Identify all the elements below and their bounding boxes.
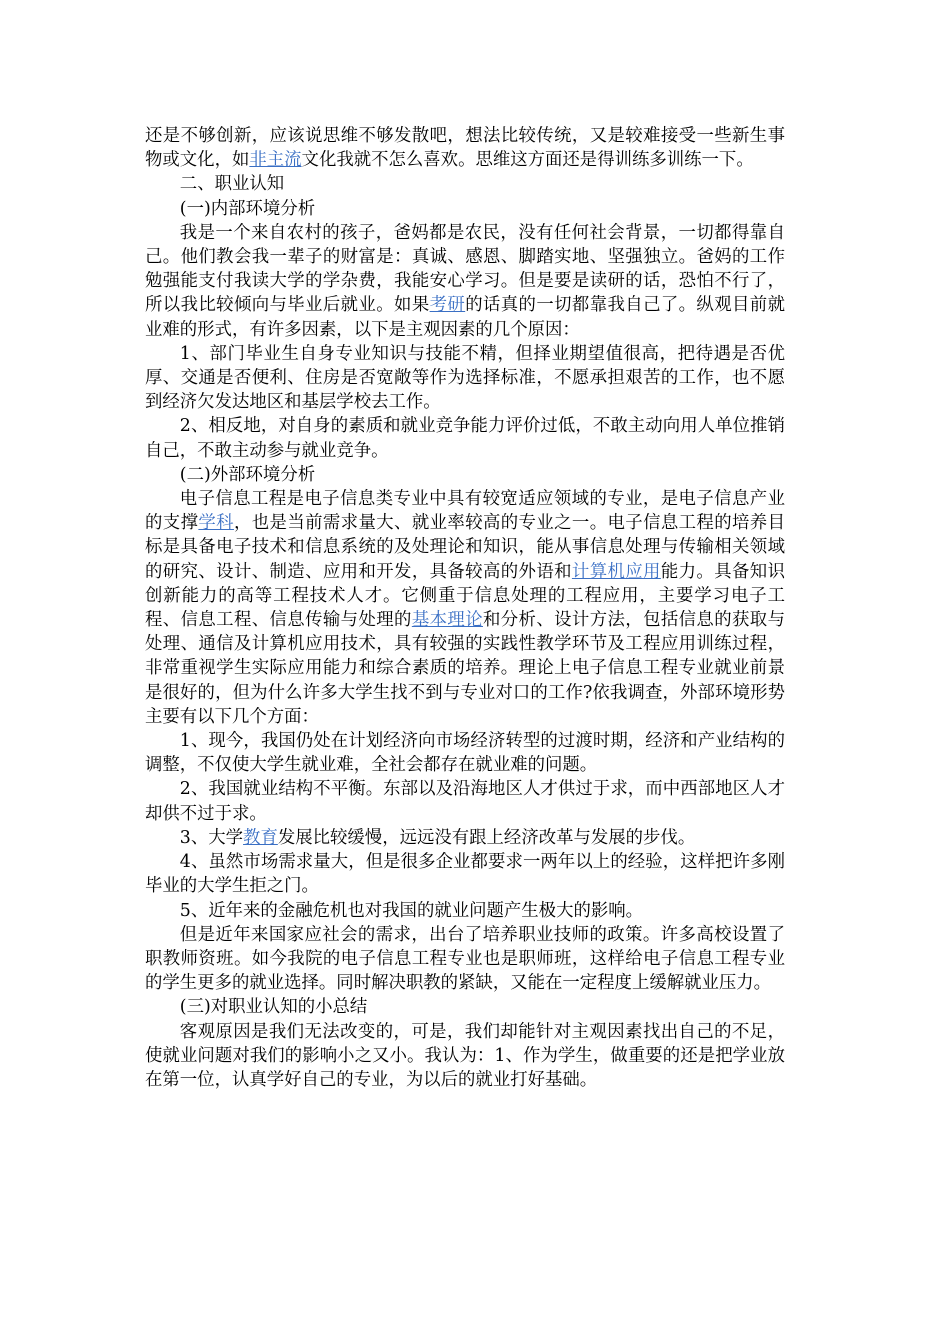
text-run: 二、职业认知 bbox=[179, 174, 285, 195]
hyperlink[interactable]: 学科 bbox=[198, 513, 234, 534]
paragraph bbox=[145, 729, 785, 777]
text-run: 1、部门毕业生自身专业知识与技能不精，但择业期望值很高，把待遇是否优厚、交通是否便利、住房是否宽敞等作为选择标准，不愿承担艰苦的工作，也不愿到经济欠发达地区和基层学校去工作。 bbox=[145, 343, 785, 413]
paragraph bbox=[145, 850, 785, 898]
paragraph bbox=[145, 487, 785, 729]
text-run: ，也是当前需求量大、就业率较高的专业之一。电子信息工程的培养目标是具备电子技术和信息系统的及处理论和知识，能从事信息处理与传输相关领域的研究、设计、制造、应用和开发，具备较高的外语和 bbox=[145, 513, 785, 582]
paragraph bbox=[145, 221, 785, 342]
text-run: 文化我就不怎么喜欢。思维这方面还是得训练多训练一下。 bbox=[301, 150, 754, 171]
text-run: 的话真的一切都靠我自己了。纵观目前就业难的形式，有许多因素，以下是主观因素的几个原因： bbox=[145, 295, 785, 340]
paragraph bbox=[145, 777, 785, 825]
text-run: 3、大学 bbox=[179, 827, 244, 848]
text-run: 发展比较缓慢，远远没有跟上经济改革与发展的步伐。 bbox=[277, 827, 696, 848]
text-run: 我是一个来自农村的孩子，爸妈都是农民，没有任何社会背景，一切都得靠自己。他们教会我一辈子的财富是：真诚、感恩、脚踏实地、坚强独立。爸妈的工作勉强能支付我读大学的学杂费，我能安心学习。但是要是读研的话，恐怕不行了，所以我比较倾向与毕业后就业。如果 bbox=[145, 222, 785, 316]
text-run: (三)对职业认知的小总结 bbox=[179, 997, 368, 1018]
paragraph bbox=[145, 923, 785, 996]
hyperlink[interactable]: 计算机应用 bbox=[571, 561, 661, 582]
text-run: 1、现今，我国仍处在计划经济向市场经济转型的过渡时期，经济和产业结构的调整，不仅使大学生就业难，全社会都存在就业难的问题。 bbox=[145, 731, 785, 776]
text-run: 5、近年来的金融危机也对我国的就业问题产生极大的影响。 bbox=[179, 900, 644, 921]
paragraph bbox=[145, 1020, 785, 1093]
text-run: 电子信息工程是电子信息类专业中具有较宽适应领域的专业，是电子信息产业的支撑 bbox=[145, 489, 785, 534]
document-body bbox=[145, 124, 785, 1092]
text-run: 能力。具备知识创新能力的高等工程技术人才。它侧重于信息处理的工程应用，主要学习电子工程、信息工程、信息传输与处理的 bbox=[145, 561, 785, 631]
section-heading bbox=[145, 197, 785, 221]
section-heading bbox=[145, 995, 785, 1019]
text-run: 还是不够创新，应该说思维不够发散吧，想法比较传统，又是较难接受一些新生事物或文化，如 bbox=[145, 126, 785, 171]
text-run: 但是近年来国家应社会的需求，出台了培养职业技师的政策。许多高校设置了职教师资班。如今我院的电子信息工程专业也是职师班，这样给电子信息工程专业的学生更多的就业选择。同时解决职教的紧缺，又能在一定程度上缓解就业压力。 bbox=[145, 924, 785, 994]
paragraph bbox=[145, 124, 785, 172]
paragraph bbox=[145, 414, 785, 462]
text-run: 2、我国就业结构不平衡。东部以及沿海地区人才供过于求，而中西部地区人才却供不过于求。 bbox=[145, 779, 785, 824]
text-run: 客观原因是我们无法改变的，可是，我们却能针对主观因素找出自己的不足，使就业问题对我们的影响小之又小。我认为：1、作为学生，做重要的还是把学业放在第一位，认真学好自己的专业，为以后的就业打好基础。 bbox=[145, 1021, 785, 1090]
hyperlink[interactable]: 基本理论 bbox=[411, 610, 483, 631]
section-heading bbox=[145, 463, 785, 487]
hyperlink[interactable]: 考研 bbox=[429, 295, 466, 316]
paragraph bbox=[145, 342, 785, 415]
text-run: (二)外部环境分析 bbox=[179, 464, 316, 485]
section-heading bbox=[145, 172, 785, 196]
paragraph bbox=[145, 899, 785, 923]
text-run: 和分析、设计方法，包括信息的获取与处理、通信及计算机应用技术，具有较强的实践性教学环节及工程应用训练过程，非常重视学生实际应用能力和综合素质的培养。理论上电子信息工程专业就业前景是很好的，但为什么许多大学生找不到与专业对口的工作?依我调查，外部环境形势主要有以下几个方面： bbox=[145, 610, 785, 727]
paragraph bbox=[145, 826, 785, 850]
hyperlink[interactable]: 非主流 bbox=[249, 150, 302, 171]
text-run: (一)内部环境分析 bbox=[179, 198, 316, 219]
text-run: 2、相反地，对自身的素质和就业竞争能力评价过低，不敢主动向用人单位推销自己，不敢主动参与就业竞争。 bbox=[145, 416, 785, 461]
text-run: 4、虽然市场需求量大，但是很多企业都要求一两年以上的经验，这样把许多刚毕业的大学生拒之门。 bbox=[145, 852, 785, 897]
hyperlink[interactable]: 教育 bbox=[243, 827, 278, 848]
